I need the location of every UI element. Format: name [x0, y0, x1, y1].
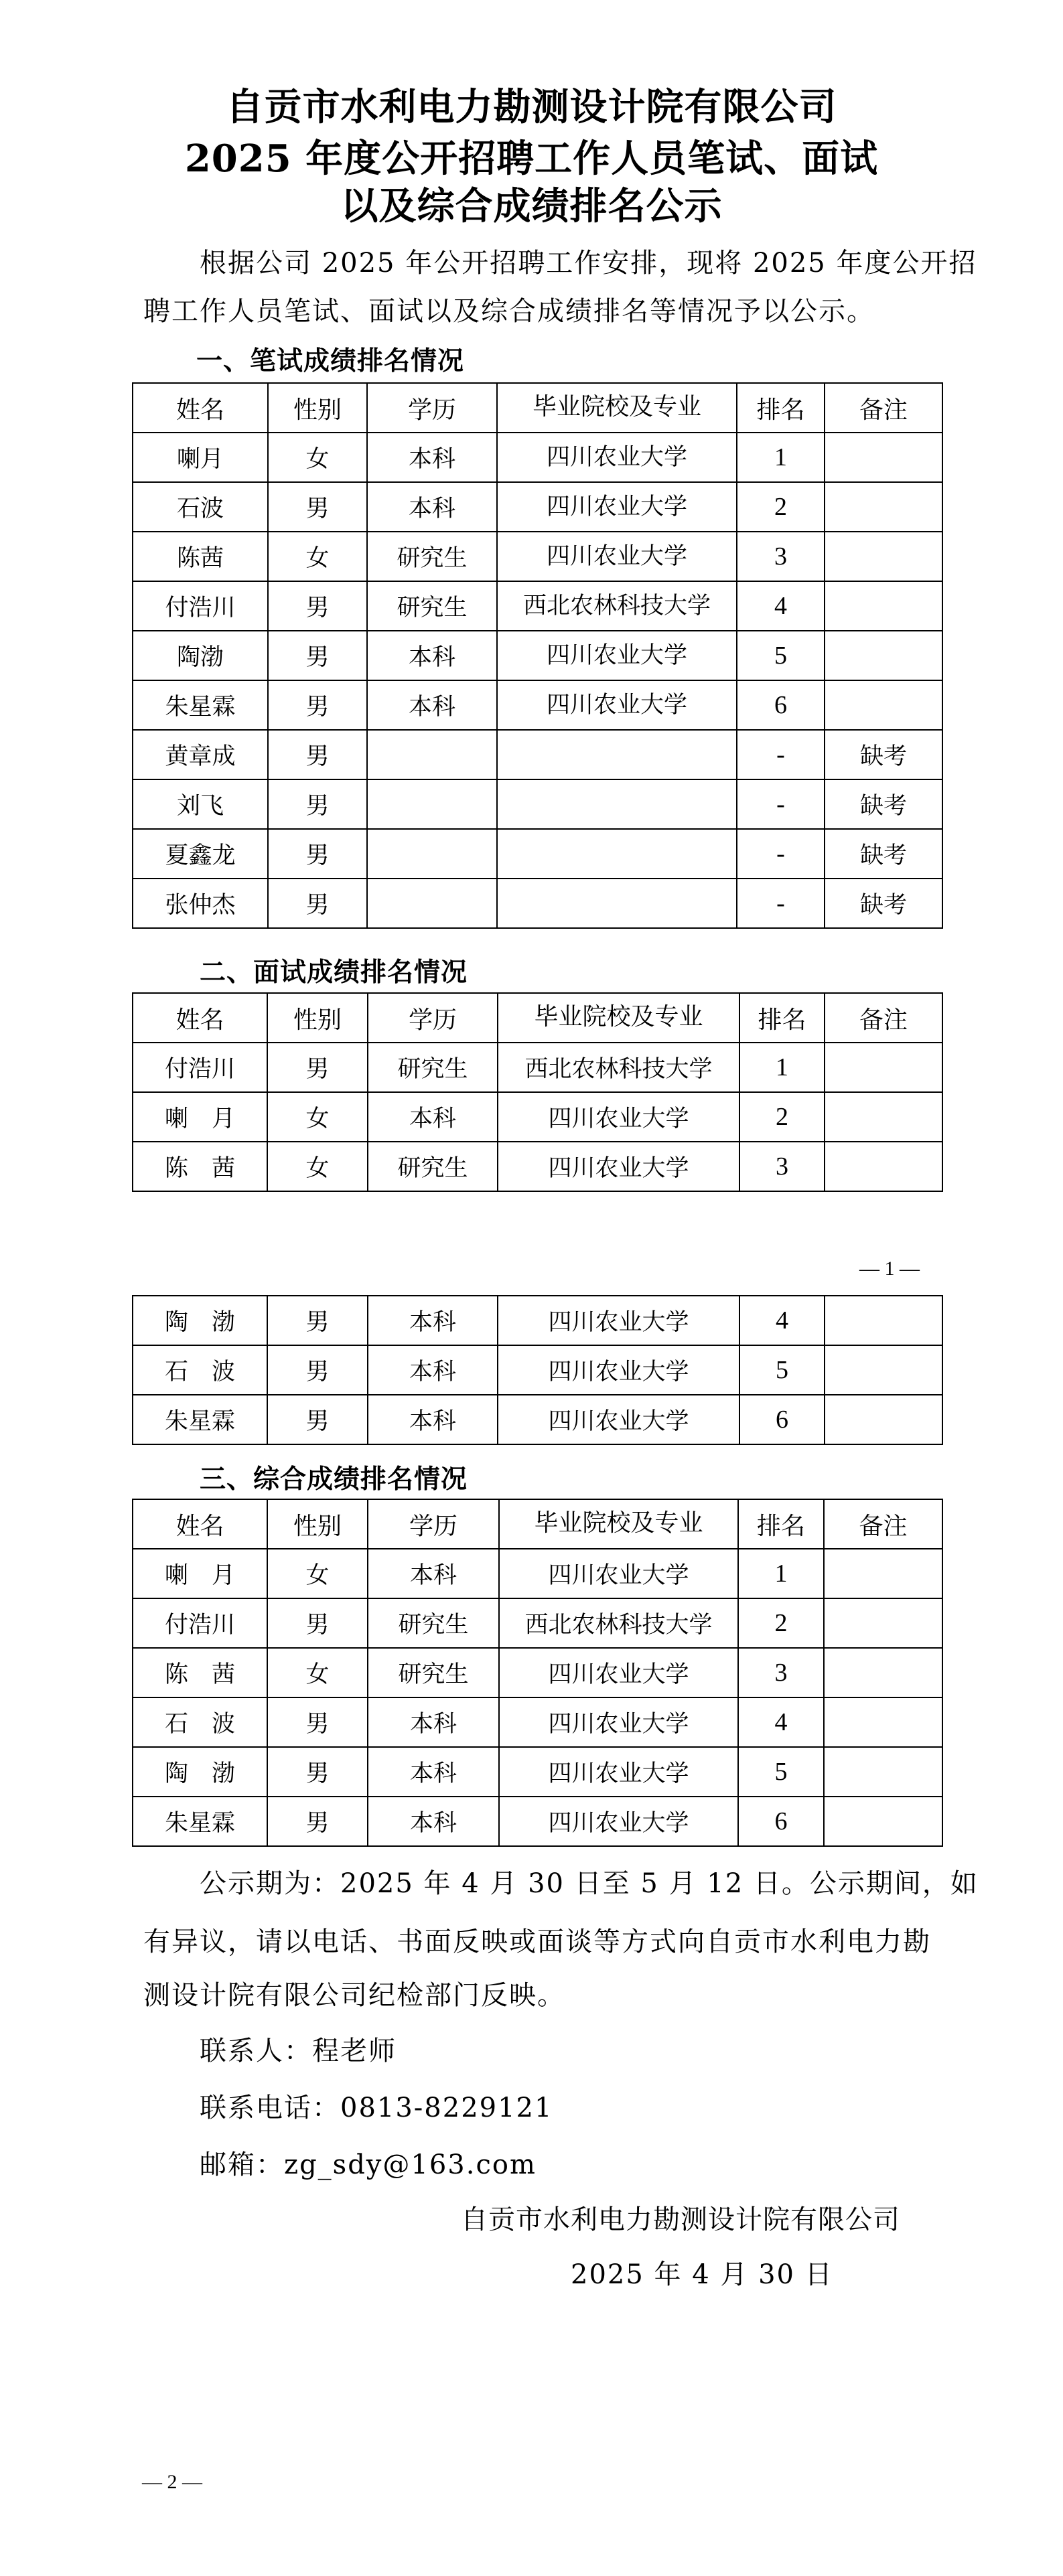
gender-cell: 男: [267, 1043, 368, 1092]
note-cell: [825, 1296, 942, 1345]
education-cell: [367, 779, 497, 829]
table-row: [133, 1549, 942, 1598]
note-cell: [825, 1043, 942, 1092]
education-cell: 本科: [368, 1747, 499, 1797]
page-number-2: — 2 —: [142, 2471, 202, 2493]
contact-phone: 联系电话：0813-8229121: [200, 2093, 553, 2123]
education-cell: 本科: [368, 1296, 498, 1345]
education-cell: 本科: [368, 1345, 498, 1395]
rank-cell: -: [737, 879, 825, 928]
school-cell: 四川农业大学: [498, 1296, 739, 1345]
name-cell: 陶 渤: [133, 1747, 267, 1797]
education-cell: 研究生: [368, 1598, 499, 1648]
education-cell: 本科: [368, 1797, 499, 1846]
column-header-education: 学历: [367, 383, 497, 433]
section-heading-written: 一、笔试成绩排名情况: [196, 346, 465, 376]
table-row: [133, 482, 942, 532]
education-cell: 研究生: [368, 1648, 499, 1697]
education-cell: [367, 829, 497, 879]
school-cell: 四川农业大学: [499, 1549, 738, 1598]
column-header-school: 毕业院校及专业: [497, 383, 737, 433]
rank-cell: 1: [737, 433, 825, 482]
education-cell: 研究生: [367, 532, 497, 581]
education-cell: 研究生: [367, 581, 497, 631]
table-row: [133, 680, 942, 730]
school-cell: 西北农林科技大学: [498, 1043, 739, 1092]
name-cell: 陈 茜: [133, 1648, 267, 1697]
rank-cell: 2: [738, 1598, 824, 1648]
education-cell: 本科: [367, 631, 497, 680]
column-header-rank: 排名: [738, 1499, 824, 1549]
column-header-school: 毕业院校及专业: [499, 1499, 738, 1549]
school-cell: 四川农业大学: [499, 1797, 738, 1846]
name-cell: 付浩川: [133, 1043, 267, 1092]
column-header-note: 备注: [825, 383, 942, 433]
education-cell: 本科: [368, 1395, 498, 1444]
education-cell: 本科: [367, 433, 497, 482]
note-cell: 缺考: [825, 829, 942, 879]
gender-cell: 男: [267, 1345, 368, 1395]
gender-cell: 女: [268, 532, 367, 581]
school-cell: 四川农业大学: [497, 631, 737, 680]
table-row: [133, 532, 942, 581]
gender-cell: 男: [267, 1697, 368, 1747]
table-row: [133, 1092, 942, 1142]
table-row: [133, 1296, 942, 1345]
table-row: [133, 1043, 942, 1092]
rank-cell: -: [737, 730, 825, 779]
table-row: [133, 1395, 942, 1444]
interview-table-continued: [132, 1295, 943, 1445]
table-row: [133, 1747, 942, 1797]
page-number-1: — 1 —: [859, 1258, 920, 1280]
gender-cell: 男: [267, 1797, 368, 1846]
school-cell: 四川农业大学: [499, 1648, 738, 1697]
note-cell: [825, 532, 942, 581]
table-row: [133, 631, 942, 680]
column-header-gender: 性别: [268, 383, 367, 433]
school-cell: 西北农林科技大学: [499, 1598, 738, 1648]
rank-cell: 5: [739, 1345, 825, 1395]
notice-line-3: 测设计院有限公司纪检部门反映。: [143, 1980, 565, 2011]
name-cell: 石 波: [133, 1345, 267, 1395]
column-header-gender: 性别: [267, 993, 368, 1043]
name-cell: 喇 月: [133, 1549, 267, 1598]
note-cell: [825, 1142, 942, 1191]
school-cell: 四川农业大学: [497, 482, 737, 532]
name-cell: 夏鑫龙: [133, 829, 268, 879]
note-cell: [825, 1345, 942, 1395]
rank-cell: 2: [737, 482, 825, 532]
education-cell: 本科: [368, 1697, 499, 1747]
table-row: [133, 433, 942, 482]
school-cell: 四川农业大学: [497, 532, 737, 581]
note-cell: 缺考: [825, 879, 942, 928]
school-cell: [497, 829, 737, 879]
gender-cell: 男: [267, 1395, 368, 1444]
education-cell: 研究生: [368, 1043, 498, 1092]
gender-cell: 男: [268, 680, 367, 730]
rank-cell: 3: [738, 1648, 824, 1697]
rank-cell: 6: [738, 1797, 824, 1846]
education-cell: 研究生: [368, 1142, 498, 1191]
note-cell: [824, 1598, 942, 1648]
rank-cell: 5: [738, 1747, 824, 1797]
document-title-line-2: 2025 年度公开招聘工作人员笔试、面试: [184, 137, 879, 181]
gender-cell: 男: [268, 829, 367, 879]
school-cell: [497, 779, 737, 829]
rank-cell: 4: [737, 581, 825, 631]
gender-cell: 男: [267, 1296, 368, 1345]
name-cell: 朱星霖: [133, 1797, 267, 1846]
section-heading-interview: 二、面试成绩排名情况: [200, 958, 468, 988]
table-row: [133, 1598, 942, 1648]
note-cell: [825, 482, 942, 532]
table-row: [133, 1345, 942, 1395]
name-cell: 石波: [133, 482, 268, 532]
school-cell: 四川农业大学: [498, 1345, 739, 1395]
rank-cell: 5: [737, 631, 825, 680]
school-cell: 四川农业大学: [498, 1142, 739, 1191]
overall-ranking-table: [132, 1499, 943, 1847]
column-header-education: 学历: [368, 993, 498, 1043]
table-header-row: [133, 993, 942, 1043]
note-cell: [824, 1549, 942, 1598]
school-cell: 四川农业大学: [497, 680, 737, 730]
name-cell: 张仲杰: [133, 879, 268, 928]
note-cell: [825, 433, 942, 482]
column-header-rank: 排名: [739, 993, 825, 1043]
column-header-education: 学历: [368, 1499, 499, 1549]
gender-cell: 女: [268, 433, 367, 482]
note-cell: [824, 1747, 942, 1797]
note-cell: [825, 631, 942, 680]
column-header-note: 备注: [825, 993, 942, 1043]
education-cell: 本科: [368, 1549, 499, 1598]
gender-cell: 男: [268, 482, 367, 532]
education-cell: [367, 879, 497, 928]
column-header-name: 姓名: [133, 993, 267, 1043]
note-cell: [825, 680, 942, 730]
intro-line-1: 根据公司 2025 年公开招聘工作安排，现将 2025 年度公开招: [200, 248, 977, 279]
note-cell: 缺考: [825, 730, 942, 779]
document-title-line-3: 以及综合成绩排名公示: [340, 184, 723, 228]
section-heading-overall: 三、综合成绩排名情况: [200, 1464, 468, 1495]
note-cell: [824, 1648, 942, 1697]
school-cell: 四川农业大学: [498, 1092, 739, 1142]
school-cell: 四川农业大学: [499, 1697, 738, 1747]
name-cell: 朱星霖: [133, 680, 268, 730]
table-row: [133, 730, 942, 779]
table-header-row: [133, 383, 942, 433]
gender-cell: 男: [267, 1747, 368, 1797]
table-row: [133, 1648, 942, 1697]
table-row: [133, 1697, 942, 1747]
note-cell: [825, 581, 942, 631]
gender-cell: 男: [267, 1598, 368, 1648]
note-cell: [824, 1797, 942, 1846]
gender-cell: 男: [268, 779, 367, 829]
gender-cell: 男: [268, 879, 367, 928]
name-cell: 付浩川: [133, 581, 268, 631]
name-cell: 陈茜: [133, 532, 268, 581]
education-cell: [367, 730, 497, 779]
name-cell: 付浩川: [133, 1598, 267, 1648]
gender-cell: 男: [268, 581, 367, 631]
note-cell: 缺考: [825, 779, 942, 829]
rank-cell: 2: [739, 1092, 825, 1142]
note-cell: [825, 1092, 942, 1142]
name-cell: 陈 茜: [133, 1142, 267, 1191]
note-cell: [825, 1395, 942, 1444]
name-cell: 喇 月: [133, 1092, 267, 1142]
column-header-gender: 性别: [267, 1499, 368, 1549]
name-cell: 黄章成: [133, 730, 268, 779]
contact-email: 邮箱：zg_sdy@163.com: [200, 2149, 537, 2180]
school-cell: [497, 730, 737, 779]
gender-cell: 男: [268, 631, 367, 680]
table-row: [133, 779, 942, 829]
gender-cell: 女: [267, 1092, 368, 1142]
school-cell: 四川农业大学: [499, 1747, 738, 1797]
notice-line-2: 有异议，请以电话、书面反映或面谈等方式向自贡市水利电力勘: [143, 1926, 931, 1957]
written-exam-table: [132, 382, 943, 929]
gender-cell: 女: [267, 1648, 368, 1697]
education-cell: 本科: [368, 1092, 498, 1142]
education-cell: 本科: [367, 680, 497, 730]
interview-table: [132, 992, 943, 1192]
rank-cell: 4: [739, 1296, 825, 1345]
rank-cell: 6: [739, 1395, 825, 1444]
column-header-name: 姓名: [133, 1499, 267, 1549]
gender-cell: 女: [267, 1549, 368, 1598]
name-cell: 刘飞: [133, 779, 268, 829]
signature-date: 2025 年 4 月 30 日: [571, 2259, 833, 2290]
column-header-note: 备注: [824, 1499, 942, 1549]
rank-cell: 6: [737, 680, 825, 730]
name-cell: 石 波: [133, 1697, 267, 1747]
rank-cell: 4: [738, 1697, 824, 1747]
column-header-rank: 排名: [737, 383, 825, 433]
signature-organization: 自贡市水利电力勘测设计院有限公司: [461, 2204, 900, 2235]
intro-line-2: 聘工作人员笔试、面试以及综合成绩排名等情况予以公示。: [143, 296, 875, 327]
table-row: [133, 829, 942, 879]
name-cell: 喇月: [133, 433, 268, 482]
school-cell: 四川农业大学: [497, 433, 737, 482]
table-row: [133, 879, 942, 928]
school-cell: 四川农业大学: [498, 1395, 739, 1444]
name-cell: 朱星霖: [133, 1395, 267, 1444]
name-cell: 陶 渤: [133, 1296, 267, 1345]
rank-cell: -: [737, 779, 825, 829]
table-header-row: [133, 1499, 942, 1549]
table-row: [133, 581, 942, 631]
column-header-school: 毕业院校及专业: [498, 993, 739, 1043]
gender-cell: 女: [267, 1142, 368, 1191]
education-cell: 本科: [367, 482, 497, 532]
notice-line-1: 公示期为：2025 年 4 月 30 日至 5 月 12 日。公示期间，如: [200, 1868, 979, 1899]
contact-person: 联系人：程老师: [200, 2036, 397, 2066]
school-cell: [497, 879, 737, 928]
rank-cell: -: [737, 829, 825, 879]
gender-cell: 男: [268, 730, 367, 779]
note-cell: [824, 1697, 942, 1747]
rank-cell: 3: [737, 532, 825, 581]
table-row: [133, 1797, 942, 1846]
column-header-name: 姓名: [133, 383, 268, 433]
rank-cell: 1: [739, 1043, 825, 1092]
rank-cell: 1: [738, 1549, 824, 1598]
name-cell: 陶渤: [133, 631, 268, 680]
rank-cell: 3: [739, 1142, 825, 1191]
school-cell: 西北农林科技大学: [497, 581, 737, 631]
table-row: [133, 1142, 942, 1191]
document-title-line-1: 自贡市水利电力勘测设计院有限公司: [226, 85, 837, 129]
